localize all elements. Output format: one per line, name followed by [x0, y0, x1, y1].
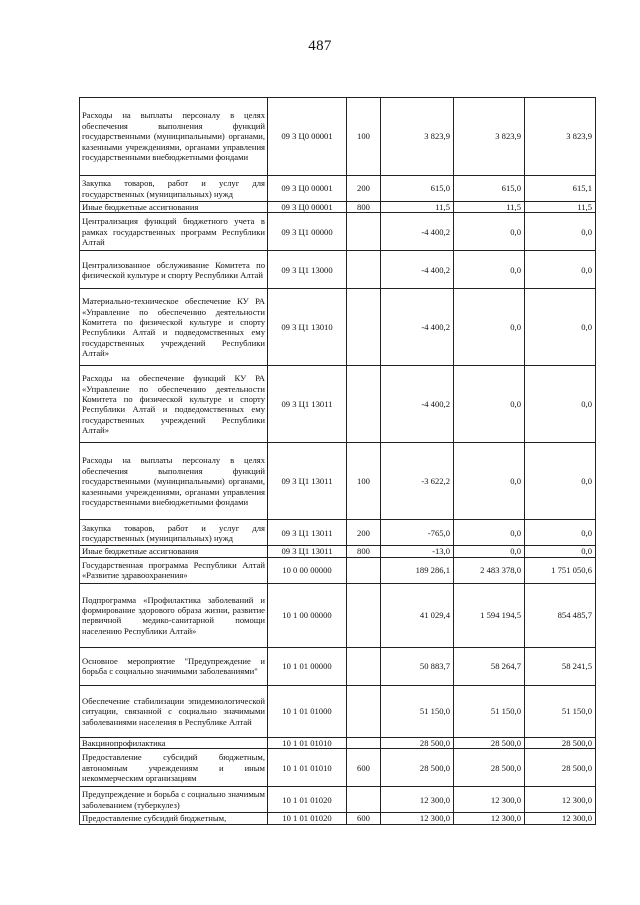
row-amount-2: 0,0 [454, 520, 525, 546]
row-code: 09 3 Ц1 00000 [268, 213, 347, 251]
row-amount-2: 0,0 [454, 213, 525, 251]
row-expense-type: 200 [347, 176, 381, 202]
row-amount-2: 28 500,0 [454, 749, 525, 787]
row-amount-3: 28 500,0 [525, 749, 596, 787]
row-amount-1: -4 400,2 [381, 366, 454, 443]
row-amount-3: 11,5 [525, 202, 596, 213]
row-code: 09 3 Ц1 13011 [268, 443, 347, 520]
row-code: 10 1 01 01020 [268, 813, 347, 824]
row-amount-3: 1 751 050,6 [525, 557, 596, 583]
row-code: 10 1 01 01000 [268, 685, 347, 737]
page-number: 487 [308, 38, 332, 54]
row-amount-2: 0,0 [454, 289, 525, 366]
row-amount-3: 51 150,0 [525, 685, 596, 737]
table-row [80, 749, 596, 787]
budget-table [79, 97, 596, 825]
row-description: Иные бюджетные ассигнования [80, 202, 268, 213]
row-code: 10 1 01 01020 [268, 787, 347, 813]
table-row [80, 202, 596, 213]
row-amount-1: 28 500,0 [381, 749, 454, 787]
row-amount-3: 28 500,0 [525, 737, 596, 748]
row-description: Материально-техническое обеспечение КУ РА «Управление по обеспечению деятельности Комитета по физической культуре и спорту Республики Алтай и подведомственных ему государственных учреждений Республики Алтай» [80, 289, 268, 366]
row-amount-3: 0,0 [525, 251, 596, 289]
table-row [80, 787, 596, 813]
table-row [80, 546, 596, 557]
row-amount-1: -4 400,2 [381, 213, 454, 251]
row-amount-3: 854 485,7 [525, 583, 596, 647]
row-amount-3: 3 823,9 [525, 98, 596, 176]
row-amount-1: 189 286,1 [381, 557, 454, 583]
row-amount-2: 12 300,0 [454, 787, 525, 813]
row-amount-1: 615,0 [381, 176, 454, 202]
row-amount-1: -4 400,2 [381, 251, 454, 289]
row-expense-type: 100 [347, 98, 381, 176]
table-row [80, 557, 596, 583]
row-description: Расходы на выплаты персоналу в целях обеспечения выполнения функций государственными (муниципальными) органами, казенными учреждениями, органами управления государственными внебюджетными фондами [80, 443, 268, 520]
table-row [80, 213, 596, 251]
row-amount-2: 3 823,9 [454, 98, 525, 176]
row-amount-1: 50 883,7 [381, 647, 454, 685]
table-row [80, 583, 596, 647]
row-amount-3: 12 300,0 [525, 813, 596, 824]
row-description: Централизация функций бюджетного учета в рамках государственных программ Республики Алтай [80, 213, 268, 251]
table-row [80, 98, 596, 176]
row-description: Закупка товаров, работ и услуг для государственных (муниципальных) нужд [80, 520, 268, 546]
row-description: Иные бюджетные ассигнования [80, 546, 268, 557]
row-description: Расходы на выплаты персоналу в целях обеспечения выполнения функций государственными (муниципальными) органами, казенными учреждениями, органами управления государственными внебюджетными фондами [80, 98, 268, 176]
row-code: 09 3 Ц1 13011 [268, 520, 347, 546]
row-code: 09 3 Ц0 00001 [268, 176, 347, 202]
row-amount-2: 11,5 [454, 202, 525, 213]
row-code: 09 3 Ц0 00001 [268, 98, 347, 176]
row-expense-type: 600 [347, 749, 381, 787]
row-amount-1: -3 622,2 [381, 443, 454, 520]
row-code: 09 3 Ц1 13000 [268, 251, 347, 289]
row-expense-type: 800 [347, 202, 381, 213]
row-amount-1: 51 150,0 [381, 685, 454, 737]
row-description: Предоставление субсидий бюджетным, автономным учреждениям и иным некоммерческим организациям [80, 749, 268, 787]
row-description: Закупка товаров, работ и услуг для государственных (муниципальных) нужд [80, 176, 268, 202]
row-expense-type [347, 685, 381, 737]
row-expense-type [347, 366, 381, 443]
row-amount-2: 51 150,0 [454, 685, 525, 737]
row-expense-type [347, 583, 381, 647]
row-amount-1: 3 823,9 [381, 98, 454, 176]
row-description: Предоставление субсидий бюджетным, [80, 813, 268, 824]
row-expense-type: 200 [347, 520, 381, 546]
row-description: Обеспечение стабилизации эпидемиологической ситуации, связанной с социально значимыми заболеваниями населения в Республике Алтай [80, 685, 268, 737]
row-expense-type: 100 [347, 443, 381, 520]
row-amount-1: 12 300,0 [381, 787, 454, 813]
row-amount-2: 0,0 [454, 546, 525, 557]
table-row [80, 737, 596, 748]
row-description: Расходы на обеспечение функций КУ РА «Управление по обеспечению деятельности Комитета по физической культуре и спорту Республики Алтай и подведомственных ему государственных учреждений Республики Алтай» [80, 366, 268, 443]
table-row [80, 685, 596, 737]
row-amount-3: 58 241,5 [525, 647, 596, 685]
row-code: 10 1 01 01010 [268, 749, 347, 787]
row-expense-type [347, 213, 381, 251]
table-row [80, 520, 596, 546]
row-code: 09 3 Ц1 13011 [268, 366, 347, 443]
row-expense-type [347, 737, 381, 748]
row-amount-3: 0,0 [525, 443, 596, 520]
table-row [80, 251, 596, 289]
row-description: Государственная программа Республики Алтай «Развитие здравоохранения» [80, 557, 268, 583]
row-amount-3: 0,0 [525, 213, 596, 251]
row-amount-2: 12 300,0 [454, 813, 525, 824]
row-description: Подпрограмма «Профилактика заболеваний и формирование здорового образа жизни, развитие первичной медико-санитарной помощи населению Республики Алтай» [80, 583, 268, 647]
table-row [80, 176, 596, 202]
row-amount-3: 0,0 [525, 546, 596, 557]
row-amount-1: -765,0 [381, 520, 454, 546]
table-row [80, 289, 596, 366]
row-expense-type [347, 647, 381, 685]
row-amount-2: 2 483 378,0 [454, 557, 525, 583]
row-expense-type [347, 289, 381, 366]
row-amount-3: 0,0 [525, 520, 596, 546]
row-amount-1: 28 500,0 [381, 737, 454, 748]
row-amount-3: 0,0 [525, 289, 596, 366]
row-amount-2: 615,0 [454, 176, 525, 202]
row-expense-type: 800 [347, 546, 381, 557]
row-code: 09 3 Ц1 13010 [268, 289, 347, 366]
row-expense-type [347, 787, 381, 813]
row-description: Основное мероприятие "Предупреждение и борьба с социально значимыми заболеваниями" [80, 647, 268, 685]
row-amount-1: 41 029,4 [381, 583, 454, 647]
row-description: Централизованное обслуживание Комитета по физической культуре и спорту Республики Алтай [80, 251, 268, 289]
table-row [80, 813, 596, 824]
row-amount-2: 1 594 194,5 [454, 583, 525, 647]
row-code: 10 1 01 01010 [268, 737, 347, 748]
row-amount-3: 12 300,0 [525, 787, 596, 813]
row-amount-1: -13,0 [381, 546, 454, 557]
table-row [80, 443, 596, 520]
row-expense-type: 600 [347, 813, 381, 824]
row-amount-3: 0,0 [525, 366, 596, 443]
row-code: 09 3 Ц1 13011 [268, 546, 347, 557]
row-amount-1: 12 300,0 [381, 813, 454, 824]
table-row [80, 366, 596, 443]
row-amount-2: 28 500,0 [454, 737, 525, 748]
row-amount-1: 11,5 [381, 202, 454, 213]
row-amount-2: 0,0 [454, 366, 525, 443]
row-expense-type [347, 251, 381, 289]
row-code: 09 3 Ц0 00001 [268, 202, 347, 213]
budget-table-body [80, 98, 596, 825]
row-amount-3: 615,1 [525, 176, 596, 202]
row-description: Предупреждение и борьба с социально значимым заболеванием (туберкулез) [80, 787, 268, 813]
row-amount-1: -4 400,2 [381, 289, 454, 366]
row-code: 10 1 01 00000 [268, 647, 347, 685]
row-amount-2: 0,0 [454, 251, 525, 289]
row-description: Вакцинопрофилактика [80, 737, 268, 748]
row-amount-2: 58 264,7 [454, 647, 525, 685]
row-expense-type [347, 557, 381, 583]
row-code: 10 1 00 00000 [268, 583, 347, 647]
table-row [80, 647, 596, 685]
row-code: 10 0 00 00000 [268, 557, 347, 583]
row-amount-2: 0,0 [454, 443, 525, 520]
